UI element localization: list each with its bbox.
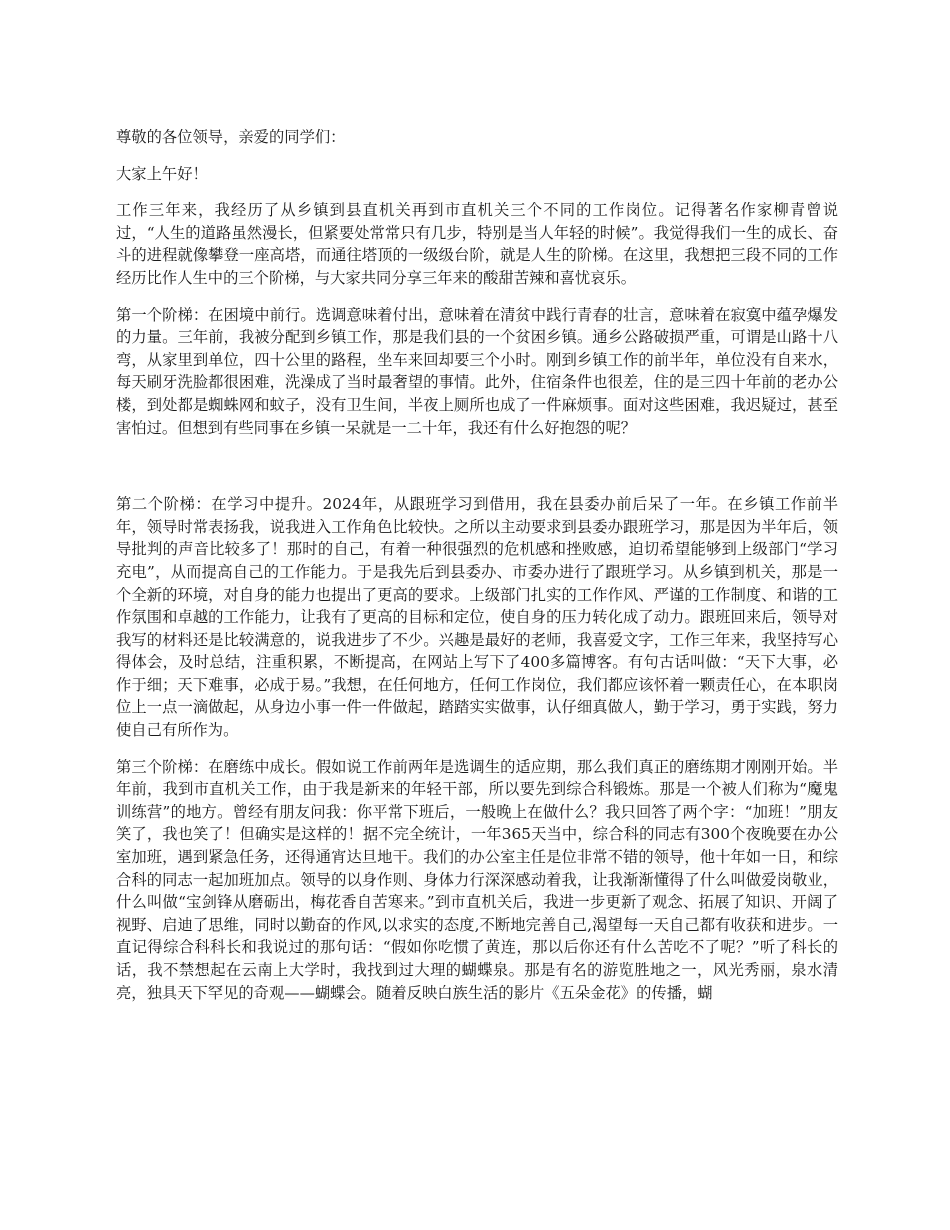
step-three-paragraph: 第三个阶梯：在磨练中成长。假如说工作前两年是选调生的适应期，那么我们真正的磨练期才刚刚开始。半年前，我到市直机关工作，由于我是新来的年轻干部，所以要先到综合科锻炼。那是一个被人们称为“魔鬼训练营”的地方。曾经有朋友问我：你平常下班后，一般晚上在做什么？我只回答了两个字：“加班！”朋友笑了，我也笑了！但确实是这样的！据不完全统计，一年365天当中，综合科的同志有300个夜晚要在办公室加班，遇到紧急任务，还得通宵达旦地干。我们的办公室主任是位非常不错的领导，他十年如一日，和综合科的同志一起加班加点。领导的以身作则、身体力行深深感动着我，让我渐渐懂得了什么叫做爱岗敬业，什么叫做“宝剑锋从磨砺出，梅花香自苦寒来。”到市直机关后，我进一步更新了观念、拓展了知识、开阔了视野、启迪了思维，同时以勤奋的作风,以求实的态度,不断地完善自己,渴望每一天自己都有收获和进步。一直记得综合科科长和我说过的那句话：“假如你吃惯了黄连，那以后你还有什么苦吃不了呢？”听了科长的话，我不禁想起在云南上大学时，我找到过大理的蝴蝶泉。那是有名的游览胜地之一，风光秀丽，泉水清亮，独具天下罕见的奇观——蝴蝶会。随着反映白族生活的影片《五朵金花》的传播，蝴: [116, 757, 838, 1002]
intro-paragraph: 工作三年来，我经历了从乡镇到县直机关再到市直机关三个不同的工作岗位。记得著名作家柳青曾说过，“人生的道路虽然漫长，但紧要处常常只有几步，特别是当人年轻的时候”。我觉得我们一生的成长、奋斗的进程就像攀登一座高塔，而通往塔顶的一级级台阶，就是人生的阶梯。在这里，我想把三段不同的工作经历比作人生中的三个阶梯，与大家共同分享三年来的酸甜苦辣和喜忧哀乐。: [116, 201, 838, 287]
document-body: [116, 126, 838, 1018]
greeting-paragraph: 尊敬的各位领导，亲爱的同学们：: [116, 128, 346, 146]
step-one-paragraph: 第一个阶梯：在困境中前行。选调意味着付出，意味着在清贫中践行青春的壮言，意味着在寂寞中蕴孕爆发的力量。三年前，我被分配到乡镇工作，那是我们县的一个贫困乡镇。通乡公路破损严重，可谓是山路十八弯，从家里到单位，四十公里的路程，坐车来回却要三个小时。刚到乡镇工作的前半年，单位没有自来水，每天刷牙洗脸都很困难，洗澡成了当时最奢望的事情。此外，住宿条件也很差，住的是三四十年前的老办公楼，到处都是蜘蛛网和蚊子，没有卫生间，半夜上厕所也成了一件麻烦事。面对这些困难，我迟疑过，甚至害怕过。但想到有些同事在乡镇一呆就是一二十年，我还有什么好抱怨的呢？: [116, 305, 838, 437]
step-two-paragraph: 第二个阶梯：在学习中提升。2024年，从跟班学习到借用，我在县委办前后呆了一年。在乡镇工作前半年，领导时常表扬我，说我进入工作角色比较快。之所以主动要求到县委办跟班学习，那是因为半年后，领导批判的声音比较多了！那时的自己，有着一种很强烈的危机感和挫败感，迫切希望能够到上级部门“学习充电”，从而提高自己的工作能力。于是我先后到县委办、市委办进行了跟班学习。从乡镇到机关，那是一个全新的环境，对自身的能力也提出了更高的要求。上级部门扎实的工作作风、严谨的工作制度、和谐的工作氛围和卓越的工作能力，让我有了更高的目标和定位，使自身的压力转化成了动力。跟班回来后，领导对我写的材料还是比较满意的，说我进步了不少。兴趣是最好的老师，我喜爱文字，工作三年来，我坚持写心得体会，及时总结，注重积累，不断提高，在网站上写下了400多篇博客。有句古话叫做：“天下大事，必作于细；天下难事，必成于易。”我想，在任何地方，任何工作岗位，我们都应该怀着一颗责任心，在本职岗位上一点一滴做起，从身边小事一件一件做起，踏踏实实做事，认仔细真做人，勤于学习，勇于实践，努力使自己有所作为。: [116, 495, 838, 740]
salutation-paragraph: 大家上午好！: [116, 164, 208, 183]
